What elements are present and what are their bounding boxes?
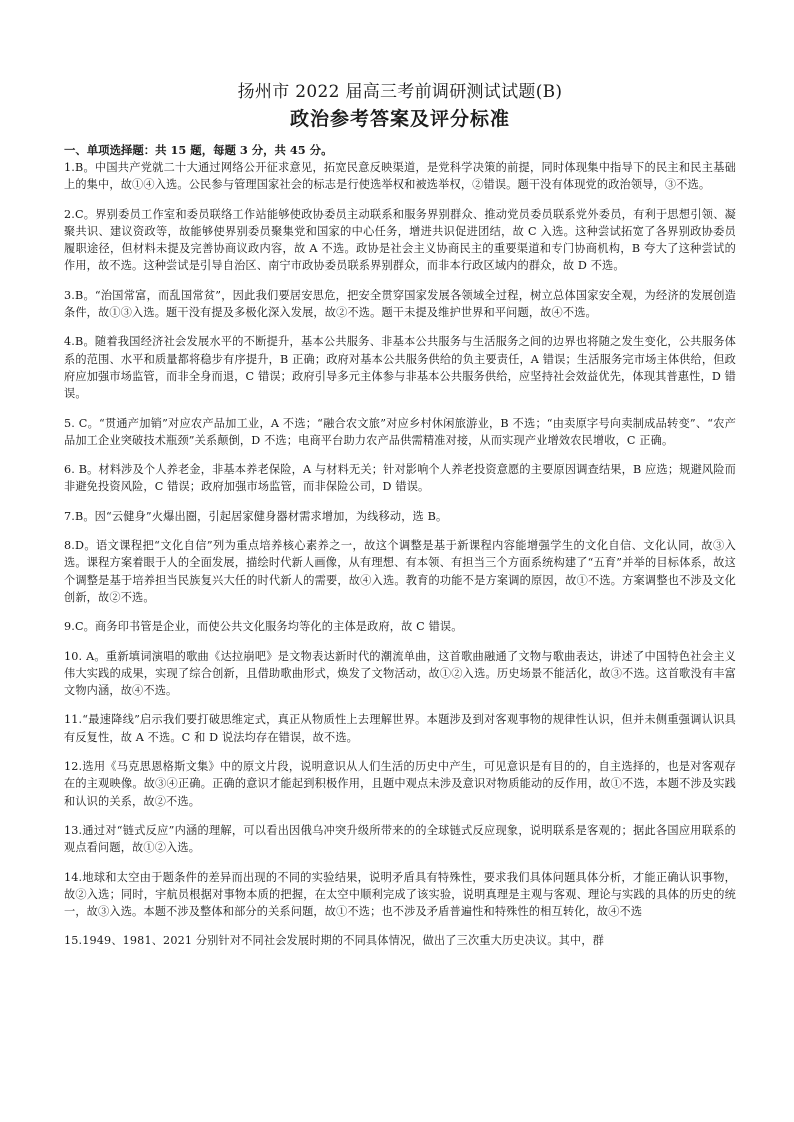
answer-item-11: 11.“最速降线”启示我们要打破思维定式，真正从物质性上去理解世界。本题涉及到对客观事物的规律性认识，但并未侧重强调认识具有反复性，故 A 不选。C 和 D 说法均存在错误，故不选。	[64, 713, 736, 744]
answer-item-7: 7.B。因“云健身”火爆出圈，引起居家健身器材需求增加，为线移动，选 B。	[64, 509, 448, 523]
answer-item-6: 6. B。材料涉及个人养老金，非基本养老保险，A 与材料无关；针对影响个人养老投资意愿的主要原因调查结果，B 应选；规避风险而非避免投资风险，C 错误；政府加强市场监管，而非保险公司，D 错误。	[64, 463, 736, 494]
answer-item-1: 1.B。中国共产党就二十大通过网络公开征求意见，拓宽民意反映渠道，是党科学决策的前提，同时体现集中指导下的民主和民主基础上的集中，故①④入选。公民参与管理国家社会的标志是行使选举权和被选举权，②错误。题干没有体现党的政治领导，③不选。	[64, 161, 736, 192]
doc-subtitle: 政治参考答案及评分标准	[289, 108, 510, 130]
answer-item-14: 14.地球和太空由于题条件的差异而出现的不同的实验结果，说明矛盾具有特殊性，要求我们具体问题具体分析，才能正确认识事物，故②入选；同时，宇航员根据对事物本质的把握，在太空中顺利完成了该实验，说明真理是主观与客观、理论与实践的具体的历史的统一，故③入选。本题不涉及整体和部分的关系问题，故①不选；也不涉及矛盾普遍性和特殊性的相互转化，故④不选	[64, 870, 736, 919]
answer-item-4: 4.B。随着我国经济社会发展水平的不断提升，基本公共服务、非基本公共服务与生活服务之间的边界也将随之发生变化，公共服务体系的范围、水平和质量都将稳步有序提升，B 正确；政府对基本公共服务供给的负主要责任，A 错误；生活服务完市场主体供给，但政府应加强市场监管，而非全身而退，C 错误；政府引导多元主体参与非基本公共服务供给，应坚持社会效益优先，体现其普惠性，D 错误。	[64, 335, 736, 401]
answer-item-2: 2.C。界别委员工作室和委员联络工作站能够使政协委员主动联系和服务界别群众、推动党员委员联系党外委员，有利于思想引领、凝聚共识、建议资政等，故能够使界别委员聚集党和国家的中心任务，增进共识促进团结，故 C 入选。这种尝试拓宽了各界别政协委员履职途径，但材料未提及完善协商议政内容，故 A 不选。政协是社会主义协商民主的重要渠道和专门协商机构，B 夸大了这种尝试的作用，故不选。这种尝试是引导自治区、南宁市政协委员联系界别群众，而非本行政区域内的群众，故 D 不选。	[64, 207, 736, 273]
answer-item-9: 9.C。商务印书管是企业，而使公共文化服务均等化的主体是政府，故 C 错误。	[64, 620, 463, 634]
exam-title: 扬州市 2022 届高三考前调研测试试题(B)	[237, 82, 563, 102]
answer-item-8: 8.D。语文课程把“文化自信”列为重点培养核心素养之一，故这个调整是基于新课程内容能增强学生的文化自信、文化认同，故③入选。课程方案着眼于人的全面发展，描绘时代新人画像，从有理想、有本领、有担当三个方面系统构建了“五育”并举的目标体系，故这个调整是基于培养担当民族复兴大任的时代新人的需要，故④入选。教育的功能不是方案调的原因，故①不选。方案调整也不涉及文化创新，故②不选。	[64, 539, 736, 604]
answer-item-15: 15.1949、1981、2021 分别针对不同社会发展时期的不同具体情况，做出了三次重大历史决议。其中，群	[64, 934, 604, 948]
answer-item-3: 3.B。“治国常富，而乱国常贫”，因此我们要居安思危，把安全贯穿国家发展各领域全过程，树立总体国家安全观，为经济的发展创造条件，故①③入选。题干没有提及多极化深入发展，故②不选。题干未提及维护世界和平问题，故④不选。	[64, 288, 736, 320]
answer-item-12: 12.选用《马克思恩格斯文集》中的原文片段，说明意识从人们生活的历史中产生，可见意识是有目的的，自主选择的，也是对客观存在的主观映像。故③④正确。正确的意识才能起到积极作用，且题中观点未涉及意识对物质能动的反作用，故①不选，本题不涉及实践和认识的关系，故②不选。	[64, 760, 736, 808]
answer-item-5: 5. C。“贯通产加销”对应农产品加工业，A 不选；“融合农文旅”对应乡村休闲旅游业，B 不选；“由卖原字号向卖制成品转变”、“农产品加工企业突破技术瓶颈”关系颠倒，D 不选；电商平台助力农产品供需精准对接，从而实现产业增效农民增收，C 正确。	[64, 416, 736, 447]
answer-item-10: 10. A。重新填词演唱的歌曲《达拉崩吧》是文物表达新时代的潮流单曲，这首歌曲融通了文物与歌曲表达，讲述了中国特色社会主义伟大实践的成果，实现了综合创新，且借助歌曲形式，焕发了文物活动，故①②入选。历史场景不能活化，故③不选。这首歌没有丰富文物内涵，故④不选。	[64, 649, 736, 698]
section-heading: 一、单项选择题：共 15 题，每题 3 分，共 45 分。	[64, 143, 333, 157]
answer-item-13: 13.通过对“链式反应”内涵的理解，可以看出因俄乌冲突升级所带来的的全球链式反应现象，说明联系是客观的；据此各国应用联系的观点看问题，故①②入选。	[64, 823, 736, 855]
